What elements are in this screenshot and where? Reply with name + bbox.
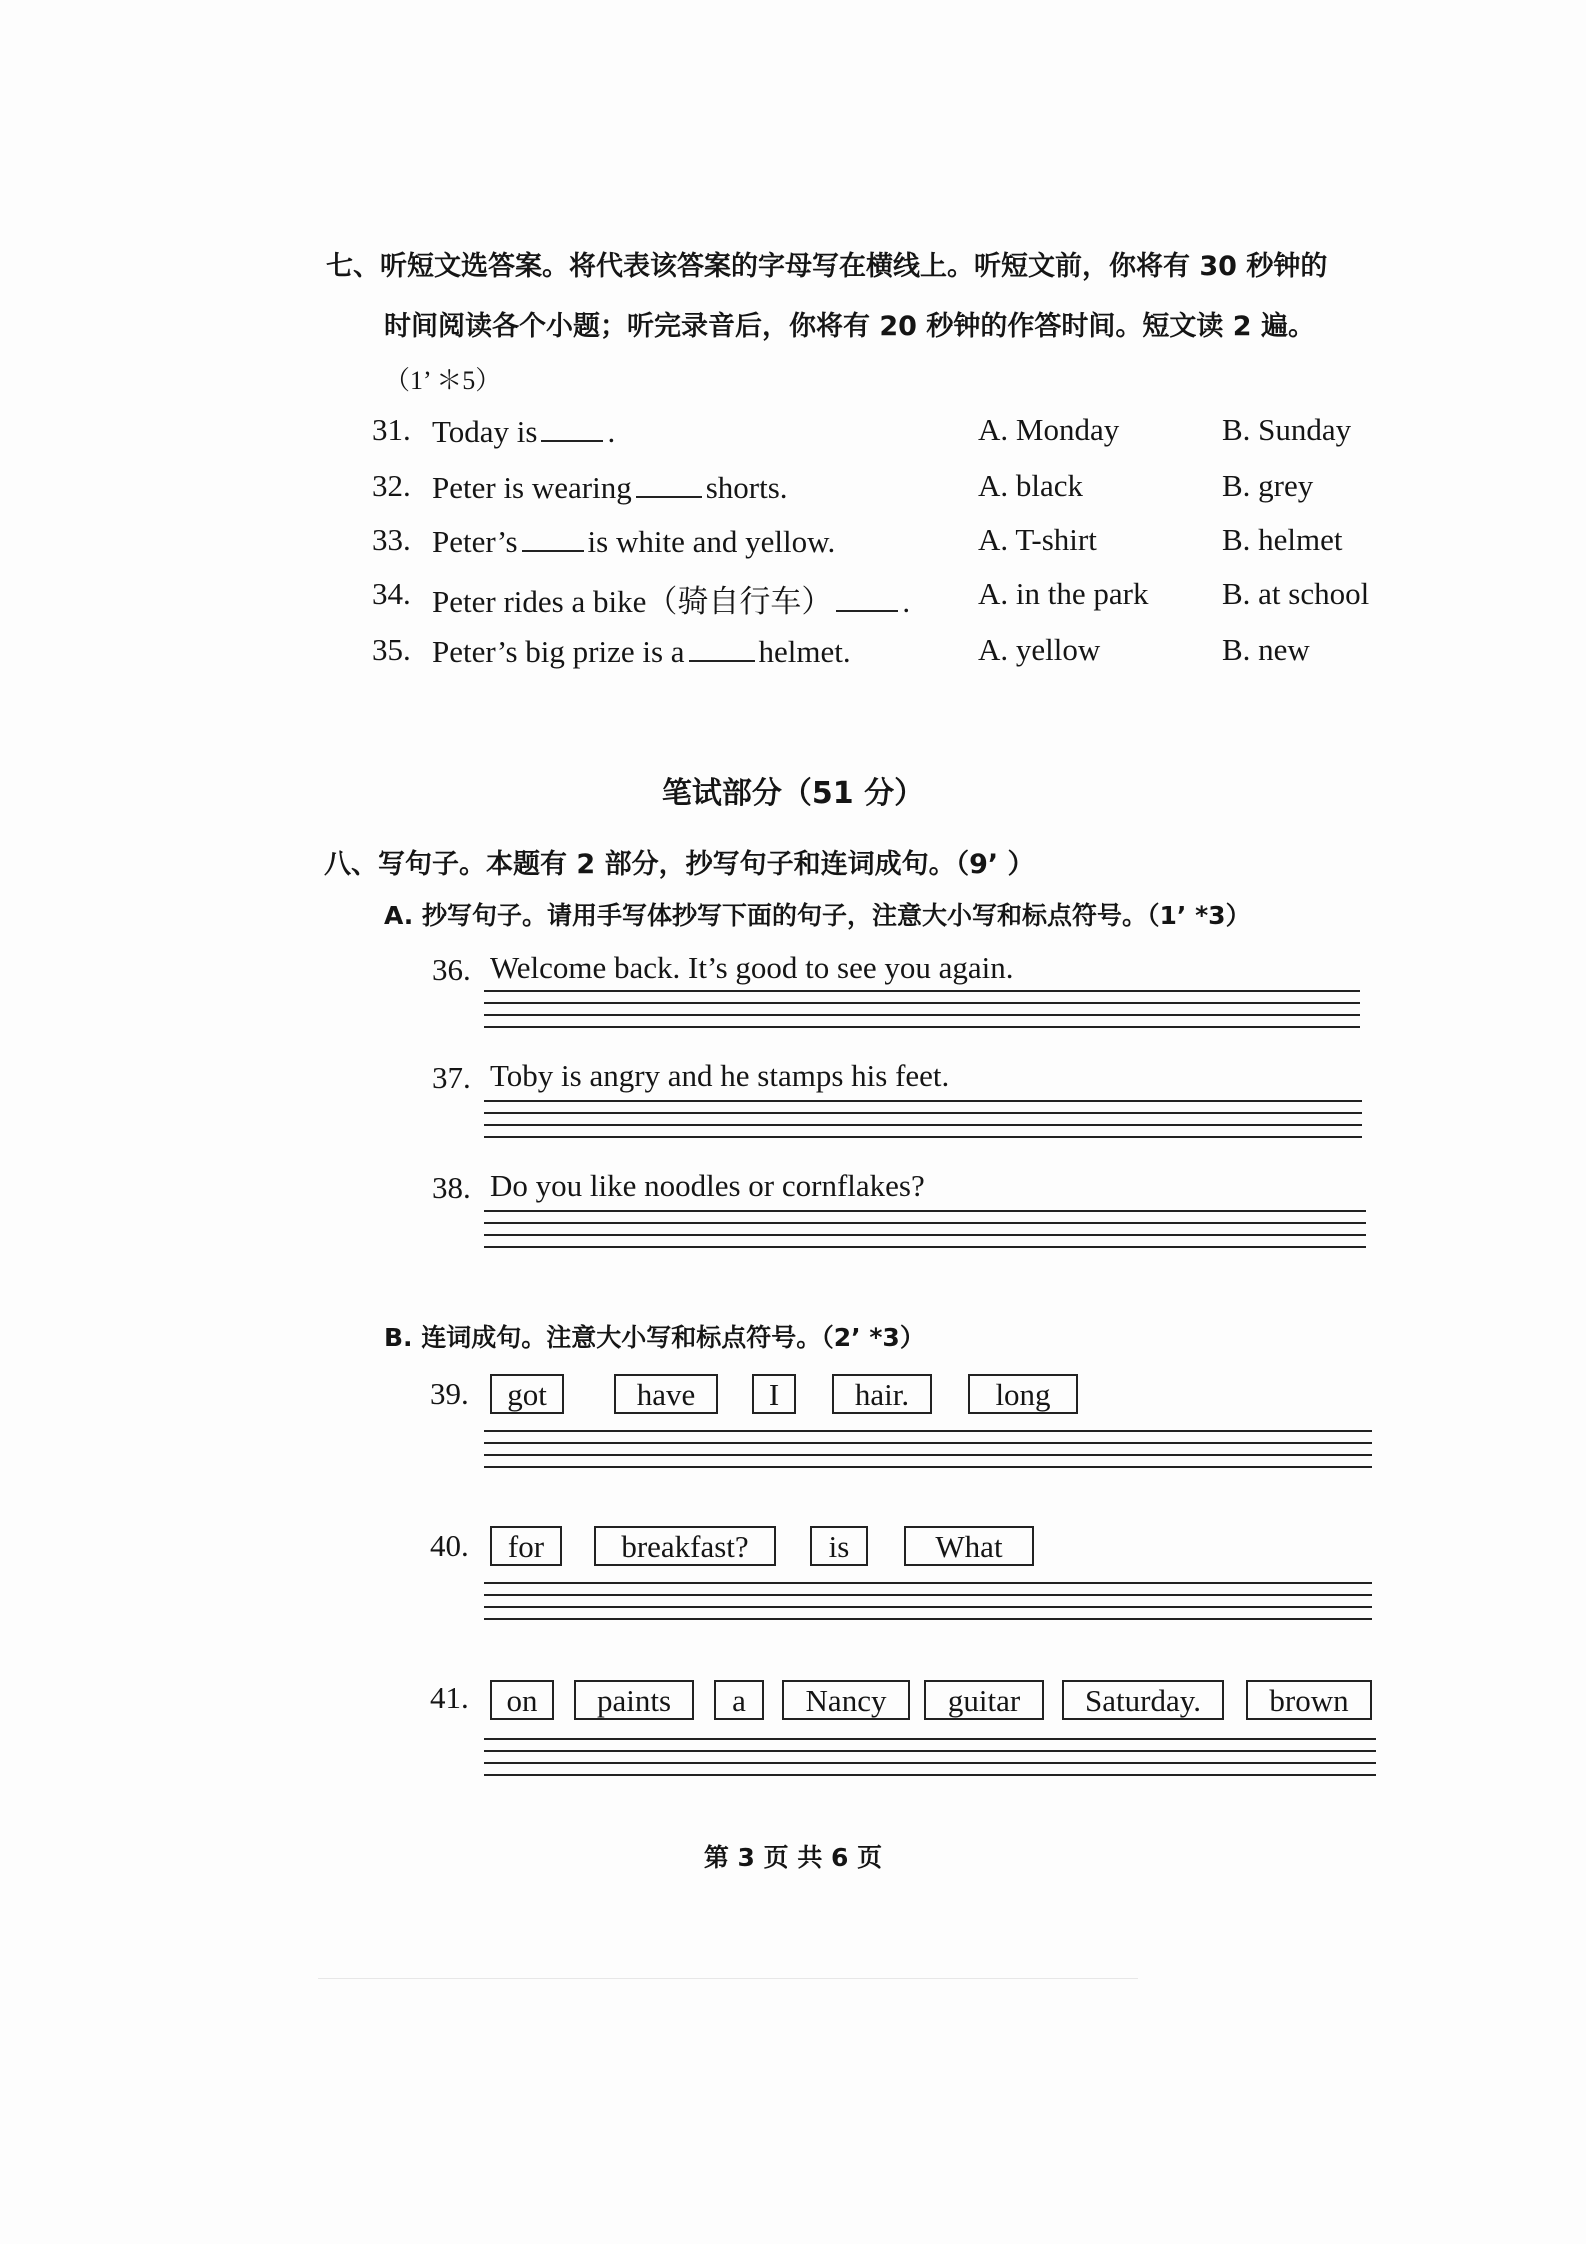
writing-lines[interactable]	[484, 1582, 1372, 1632]
answer-blank[interactable]	[836, 582, 898, 612]
option-b: B. new	[1222, 632, 1310, 667]
question-number: 35.	[372, 632, 411, 667]
option-a: A. black	[978, 468, 1084, 503]
word-tile[interactable]: I	[752, 1374, 796, 1414]
word-tile[interactable]: got	[490, 1374, 564, 1414]
word-tile[interactable]: Saturday.	[1062, 1680, 1224, 1720]
word-tile[interactable]: Nancy	[782, 1680, 910, 1720]
option-b: B. at school	[1222, 576, 1370, 611]
answer-blank[interactable]	[522, 522, 584, 552]
section7-score: （1’ ＊5）	[384, 366, 502, 395]
answer-blank[interactable]	[636, 468, 702, 498]
word-tile[interactable]: is	[810, 1526, 868, 1566]
word-tile[interactable]: What	[904, 1526, 1034, 1566]
item-number: 41.	[430, 1680, 469, 1715]
answer-blank[interactable]	[689, 632, 755, 662]
word-tile[interactable]: a	[714, 1680, 764, 1720]
writing-lines[interactable]	[484, 1738, 1376, 1788]
word-tile[interactable]: hair.	[832, 1374, 932, 1414]
word-tile[interactable]: for	[490, 1526, 562, 1566]
option-b: B. helmet	[1222, 522, 1343, 557]
section7-heading-line2: 时间阅读各个小题；听完录音后，你将有 20 秒钟的作答时间。短文读 2 遍。	[384, 311, 1315, 342]
word-tile[interactable]: long	[968, 1374, 1078, 1414]
written-part-title: 笔试部分（51 分）	[661, 776, 925, 811]
sentence-number: 37.	[432, 1060, 471, 1095]
part-b-label: B. 连词成句。注意大小写和标点符号。（2’ *3）	[384, 1323, 925, 1352]
option-b: B. grey	[1222, 468, 1314, 503]
word-tile[interactable]: have	[614, 1374, 718, 1414]
part-a-label: A. 抄写句子。请用手写体抄写下面的句子，注意大小写和标点符号。（1’ *3）	[384, 901, 1251, 930]
option-a: A. in the park	[978, 576, 1149, 611]
question-text: Peter rides a bike（骑自行车） .	[432, 584, 911, 619]
question-number: 32.	[372, 468, 411, 503]
question-text: Peter is wearing shorts.	[432, 470, 788, 505]
sentence-number: 38.	[432, 1170, 471, 1205]
word-tile[interactable]: guitar	[924, 1680, 1044, 1720]
writing-lines[interactable]	[484, 1100, 1362, 1150]
item-number: 39.	[430, 1376, 469, 1411]
copy-sentence: Toby is angry and he stamps his feet.	[490, 1058, 950, 1093]
writing-lines[interactable]	[484, 1210, 1366, 1260]
writing-lines[interactable]	[484, 1430, 1372, 1480]
question-text: Peter’s is white and yellow.	[432, 524, 836, 559]
copy-sentence: Welcome back. It’s good to see you again.	[490, 950, 1014, 985]
option-a: A. T-shirt	[978, 522, 1097, 557]
question-text: Today is .	[432, 414, 616, 449]
page-footer: 第 3 页 共 6 页	[703, 1843, 883, 1872]
item-number: 40.	[430, 1528, 469, 1563]
sentence-number: 36.	[432, 952, 471, 987]
writing-lines[interactable]	[484, 990, 1360, 1040]
word-tile[interactable]: breakfast?	[594, 1526, 776, 1566]
scan-artifact-line	[318, 1978, 1138, 1979]
word-tile[interactable]: on	[490, 1680, 554, 1720]
word-tile[interactable]: paints	[574, 1680, 694, 1720]
question-number: 31.	[372, 412, 411, 447]
option-a: A. Monday	[978, 412, 1120, 447]
copy-sentence: Do you like noodles or cornflakes?	[490, 1168, 925, 1203]
section8-heading: 八、写句子。本题有 2 部分，抄写句子和连词成句。（9’ ）	[324, 849, 1035, 880]
section7-heading: 七、听短文选答案。将代表该答案的字母写在横线上。听短文前，你将有 30 秒钟的	[326, 251, 1328, 282]
word-tile[interactable]: brown	[1246, 1680, 1372, 1720]
option-b: B. Sunday	[1222, 412, 1352, 447]
question-number: 34.	[372, 576, 411, 611]
answer-blank[interactable]	[541, 412, 603, 442]
question-text: Peter’s big prize is a helmet.	[432, 634, 851, 669]
question-number: 33.	[372, 522, 411, 557]
option-a: A. yellow	[978, 632, 1101, 667]
